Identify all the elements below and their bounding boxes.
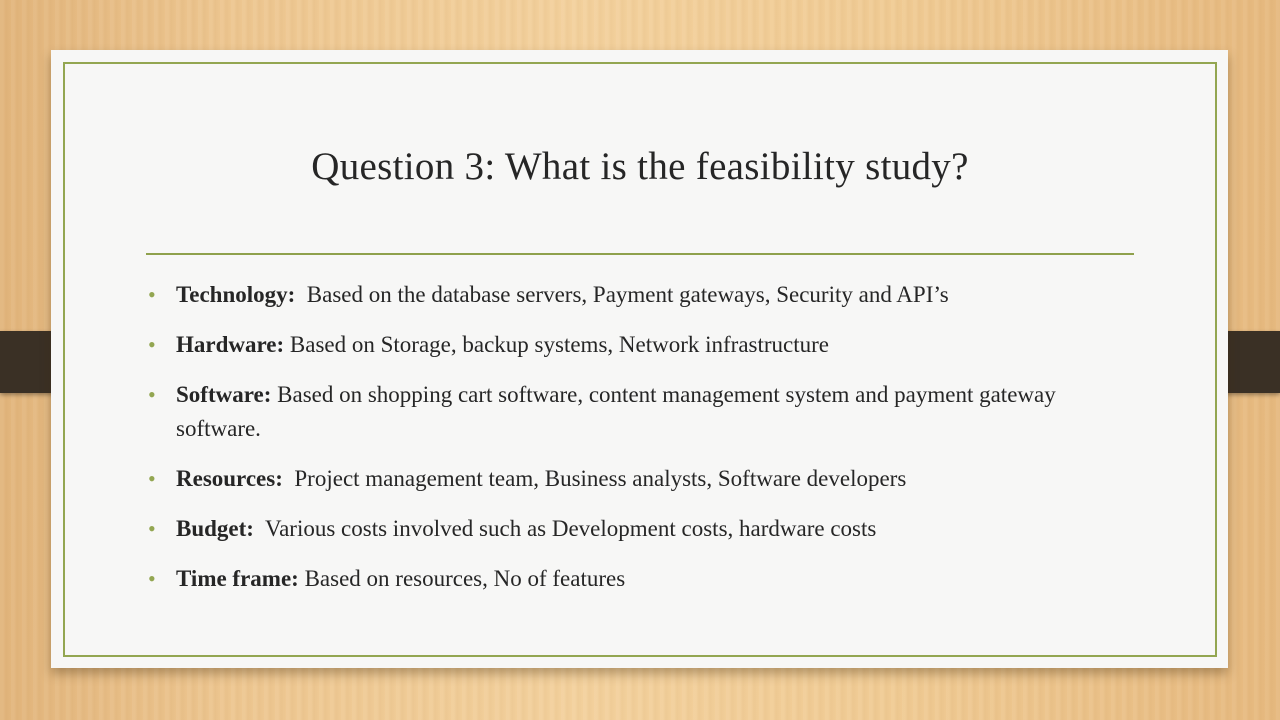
bullet-item-technology [148, 278, 1096, 312]
bullet-item-hardware [148, 328, 1096, 362]
bullet-item-resources [148, 462, 1096, 496]
bullet-icon: • [148, 282, 156, 307]
bullet-text: Project management team, Business analysts, Software developers [282, 466, 907, 491]
bullet-item-time-frame [148, 562, 1096, 596]
bullet-item-budget [148, 512, 1096, 546]
bullet-icon: • [148, 466, 156, 491]
slide-title: Question 3: What is the feasibility study? [311, 145, 969, 188]
bullet-term: Software: [176, 382, 272, 407]
bullet-icon: • [148, 566, 156, 591]
bullet-term: Budget: [176, 516, 254, 541]
bullet-term: Time frame: [176, 566, 299, 591]
bullet-term: Hardware: [176, 332, 285, 357]
bullet-text: Based on resources, No of features [298, 566, 626, 591]
bullet-list [148, 278, 1096, 612]
bullet-text: Based on shopping cart software, content management system and payment gateway software. [176, 382, 1062, 441]
bullet-icon: • [148, 332, 156, 357]
title-divider [146, 253, 1134, 255]
bullet-term: Technology: [176, 282, 296, 307]
bullet-item-software [148, 378, 1096, 446]
bullet-text: Based on the database servers, Payment gateways, Security and API’s [295, 282, 949, 307]
bullet-icon: • [148, 382, 156, 407]
bullet-text: Based on Storage, backup systems, Network infrastructure [284, 332, 830, 357]
bullet-term: Resources: [176, 466, 283, 491]
bullet-text: Various costs involved such as Development costs, hardware costs [253, 516, 877, 541]
bullet-icon: • [148, 516, 156, 541]
